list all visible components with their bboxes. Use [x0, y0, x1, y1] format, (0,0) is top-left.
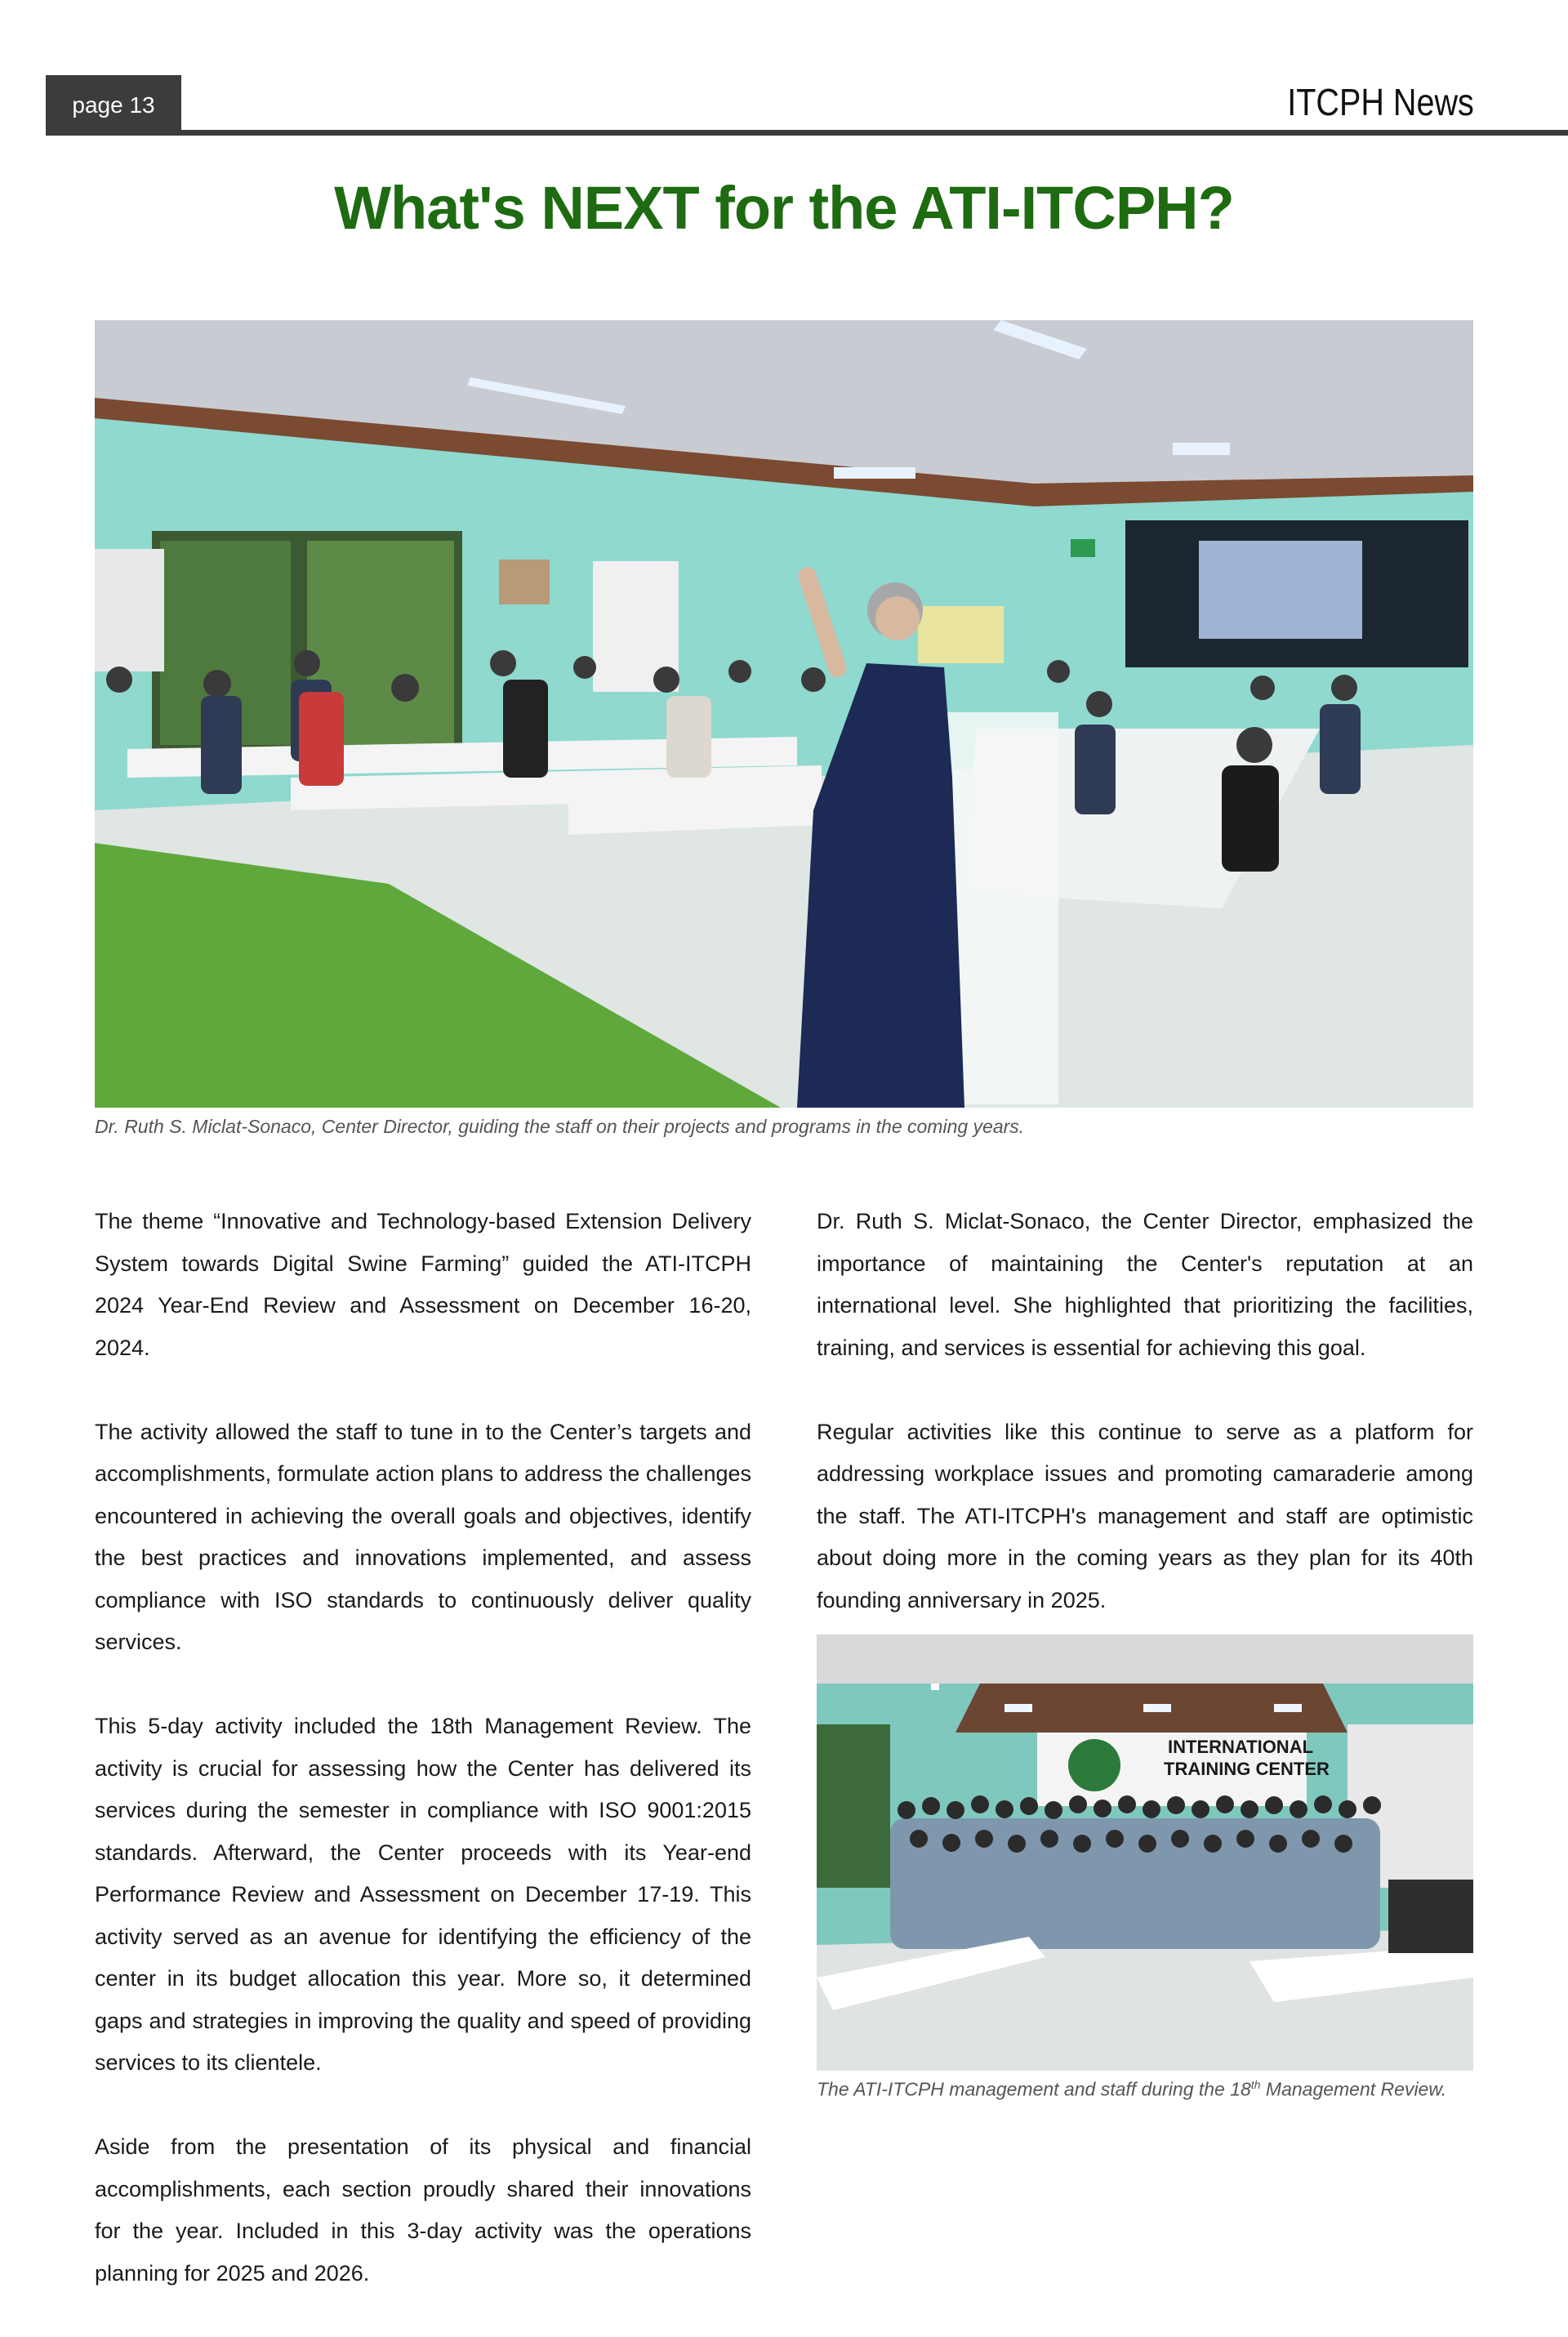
paragraph: The activity allowed the staff to tune in to the Center’s targets and accomplishments, formulate action plans to address the challenges encountered in achieving the overall goals and objectives, identify the best practices and innovations implemented, and assess compliance with ISO standards to continuously deliver quality services. [95, 1419, 751, 1654]
publication-name: ITCPH News [1287, 81, 1474, 123]
article-column-right [817, 1201, 1473, 1664]
group-photo [817, 1635, 1473, 2071]
page-number-tab: page 13 [46, 75, 181, 136]
header-rule [46, 130, 1568, 136]
paragraph: Aside from the presentation of its physical and financial accomplishments, each section proudly shared their innovations for the year. Included in this 3-day activity was the operations planning for 2025 and 2026. [95, 2134, 751, 2286]
caption-superscript: th [1250, 2078, 1261, 2091]
main-photo-caption: Dr. Ruth S. Miclat-Sonaco, Center Director, guiding the staff on their projects and programs in the coming years. [95, 1116, 1025, 1137]
paragraph: Regular activities like this continue to serve as a platform for addressing workplace issues and promoting camaraderie among the staff. The ATI-ITCPH's management and staff are optimistic about doing more in the coming years as they plan for its 40th founding anniversary in 2025. [817, 1419, 1473, 1612]
caption-text-end: Management Review. [1260, 2078, 1447, 2100]
paragraph: The theme “Innovative and Technology-based Extension Delivery System towards Digital Swine Farming” guided the ATI-ITCPH 2024 Year-End Review and Assessment on December 16-20, 2024. [95, 1209, 751, 1360]
article-title: What's NEXT for the ATI-ITCPH? [334, 174, 1234, 242]
banner-line-1: INTERNATIONAL [1168, 1737, 1314, 1757]
article-column-left [95, 1201, 751, 2337]
paragraph: Dr. Ruth S. Miclat-Sonaco, the Center Director, emphasized the importance of maintaining the Center's reputation at an international level. She highlighted that prioritizing the facilities, training, and services is essential for achieving this goal. [817, 1209, 1473, 1360]
caption-text: The ATI-ITCPH management and staff during the 18 [817, 2078, 1251, 2100]
group-photo-caption [817, 2078, 1486, 2101]
paragraph: This 5-day activity included the 18th Management Review. The activity is crucial for assessing how the Center has delivered its services during the semester in compliance with ISO 9001:2015 standards. Afterward, the Center proceeds with its Year-end Performance Review and Assessment on December 17-19. This activity served as an avenue for identifying the efficiency of the center in its budget allocation this year. More so, it determined gaps and strategies in improving the quality and speed of providing services to its clientele. [95, 1714, 751, 2075]
main-photo [95, 320, 1473, 1108]
banner-line-2: TRAINING CENTER [1164, 1759, 1330, 1779]
